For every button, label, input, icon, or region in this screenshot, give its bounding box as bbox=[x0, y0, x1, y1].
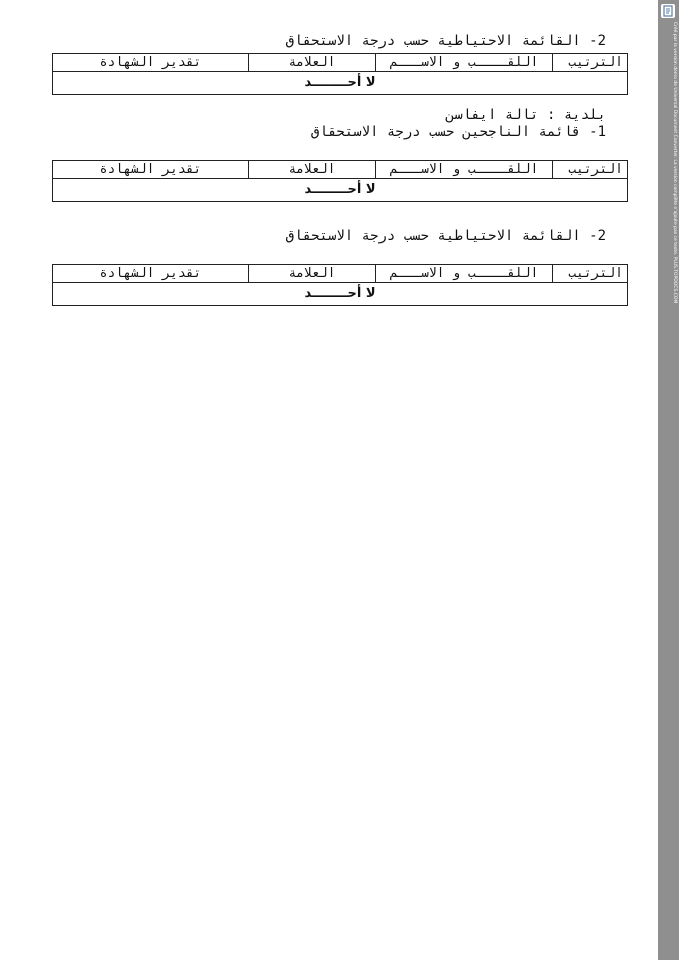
table-header-row bbox=[53, 161, 628, 179]
column-mark: العلامة bbox=[249, 265, 376, 283]
column-name: اللقــــب و الاســـم bbox=[376, 54, 553, 72]
converter-watermark-bar bbox=[658, 0, 679, 960]
section-1-heading: 2- القائمة الاحتياطية حسب درجة الاستحقاق bbox=[285, 33, 606, 49]
no-one-cell: لا أحــــــــد bbox=[53, 72, 628, 95]
table-header-row bbox=[53, 265, 628, 283]
watermark-text: Créé par la version demo de Universal Document Converter. La version complète n'ajoute pas ce texte. PLUS.TOPDOCS.COM bbox=[672, 22, 677, 304]
table-row bbox=[53, 179, 628, 202]
table-header-row bbox=[53, 54, 628, 72]
section-2-table bbox=[52, 160, 628, 202]
document-converter-icon bbox=[661, 4, 675, 18]
section-2-heading: 1- قائمة الناجحين حسب درجة الاستحقاق bbox=[310, 124, 606, 140]
column-rank: الترتيب bbox=[553, 54, 628, 72]
column-name: اللقــــب و الاســـم bbox=[376, 265, 553, 283]
section-3-table bbox=[52, 264, 628, 306]
table-row bbox=[53, 72, 628, 95]
column-grade: تقدير الشهادة bbox=[53, 265, 249, 283]
column-mark: العلامة bbox=[249, 54, 376, 72]
no-one-cell: لا أحــــــــد bbox=[53, 179, 628, 202]
no-one-cell: لا أحــــــــد bbox=[53, 283, 628, 306]
column-grade: تقدير الشهادة bbox=[53, 54, 249, 72]
column-rank: الترتيب bbox=[553, 265, 628, 283]
column-name: اللقــــب و الاســـم bbox=[376, 161, 553, 179]
column-grade: تقدير الشهادة bbox=[53, 161, 249, 179]
column-rank: الترتيب bbox=[553, 161, 628, 179]
table-row bbox=[53, 283, 628, 306]
column-mark: العلامة bbox=[249, 161, 376, 179]
municipality-label: بلدية : تالة ايفاسن bbox=[445, 107, 606, 123]
section-3-heading: 2- القائمة الاحتياطية حسب درجة الاستحقاق bbox=[285, 228, 606, 244]
section-1-table bbox=[52, 53, 628, 95]
